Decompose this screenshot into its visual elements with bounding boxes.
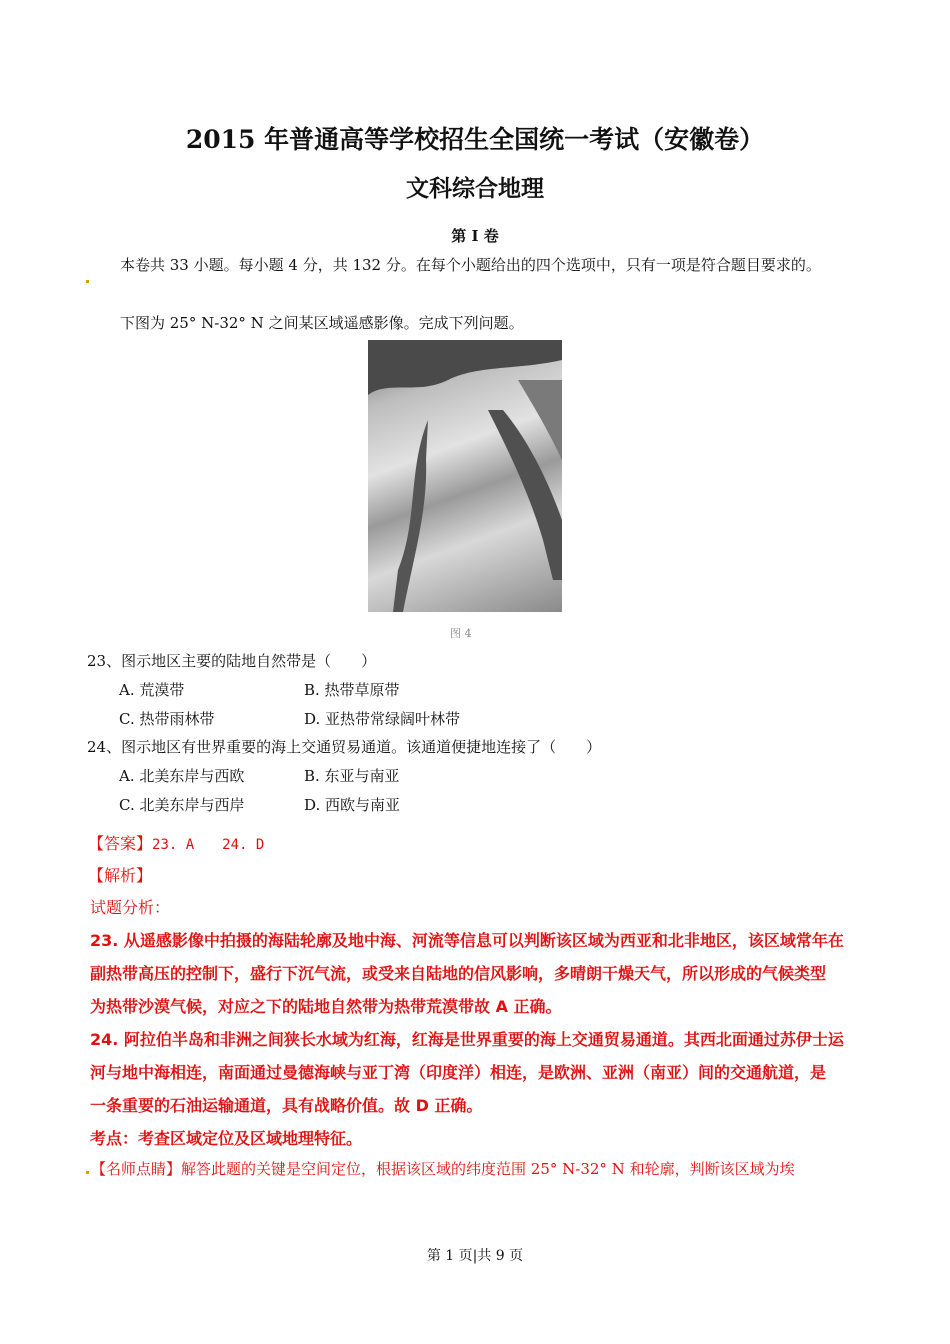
answer-line [88, 831, 264, 854]
analysis-line: 副热带高压的控制下，盛行下沉气流，或受来自陆地的信风影响，多晴朗干燥天气，所以形成的气候类型 [90, 964, 827, 983]
answer-value: 23. A 24. D [152, 837, 265, 853]
question-24-stem: 24、图示地区有世界重要的海上交通贸易通道。该通道便捷地连接了（ ） [87, 738, 602, 756]
question-23-option-d: D. 亚热带常绿阔叶林带 [304, 710, 461, 728]
question-24-option-c: C. 北美东岸与西岸 [119, 796, 245, 814]
question-23-option-a: A. 荒漠带 [119, 681, 185, 699]
satellite-image [368, 340, 562, 612]
question-23-option-b: B. 热带草原带 [304, 681, 400, 699]
analysis-label: 【解析】 [88, 866, 153, 885]
intro-text: 本卷共 33 小题。每小题 4 分，共 132 分。在每个小题给出的四个选项中，只有一项是符合题目要求的。 [120, 256, 821, 274]
teacher-tip: 【名师点睛】解答此题的关键是空间定位，根据该区域的纬度范围 25° N-32° N 和轮廓，判断该区域为埃 [91, 1160, 795, 1178]
analysis-line: 河与地中海相连，南面通过曼德海峡与亚丁湾（印度洋）相连，是欧洲、亚洲（南亚）间的交通航道，是 [90, 1063, 827, 1082]
satellite-image-drawing [368, 340, 562, 612]
question-24-option-b: B. 东亚与南亚 [304, 767, 400, 785]
key-point: 考点：考查区域定位及区域地理特征。 [90, 1129, 363, 1148]
page-subtitle: 文科综合地理 [406, 175, 544, 202]
analysis-subheading: 试题分析： [90, 898, 171, 917]
question-23-option-c: C. 热带雨林带 [119, 710, 215, 728]
question-24-option-d: D. 西欧与南亚 [304, 796, 401, 814]
answer-label: 【答案】 [88, 834, 153, 853]
page-footer: 第 1 页|共 9 页 [426, 1248, 524, 1264]
figure-caption: 图 4 [450, 627, 472, 640]
marker-dot [86, 1171, 89, 1174]
analysis-line: 一条重要的石油运输通道，具有战略价值。故 D 正确。 [90, 1096, 483, 1115]
page-title: 2015 年普通高等学校招生全国统一考试（安徽卷） [185, 125, 765, 154]
marker-dot [86, 280, 89, 283]
question-23-stem: 23、图示地区主要的陆地自然带是（ ） [87, 652, 377, 670]
lead-text: 下图为 25° N-32° N 之间某区域遥感影像。完成下列问题。 [120, 314, 524, 332]
analysis-line: 24. 阿拉伯半岛和非洲之间狭长水域为红海，红海是世界重要的海上交通贸易通道。其西北面通过苏伊士运 [90, 1030, 844, 1049]
analysis-line: 为热带沙漠气候，对应之下的陆地自然带为热带荒漠带故 A 正确。 [90, 997, 562, 1016]
section-heading: 第 I 卷 [451, 227, 499, 245]
analysis-line: 23. 从遥感影像中拍摄的海陆轮廓及地中海、河流等信息可以判断该区域为西亚和北非地区，该区域常年在 [90, 931, 844, 950]
question-24-option-a: A. 北美东岸与西欧 [119, 767, 245, 785]
